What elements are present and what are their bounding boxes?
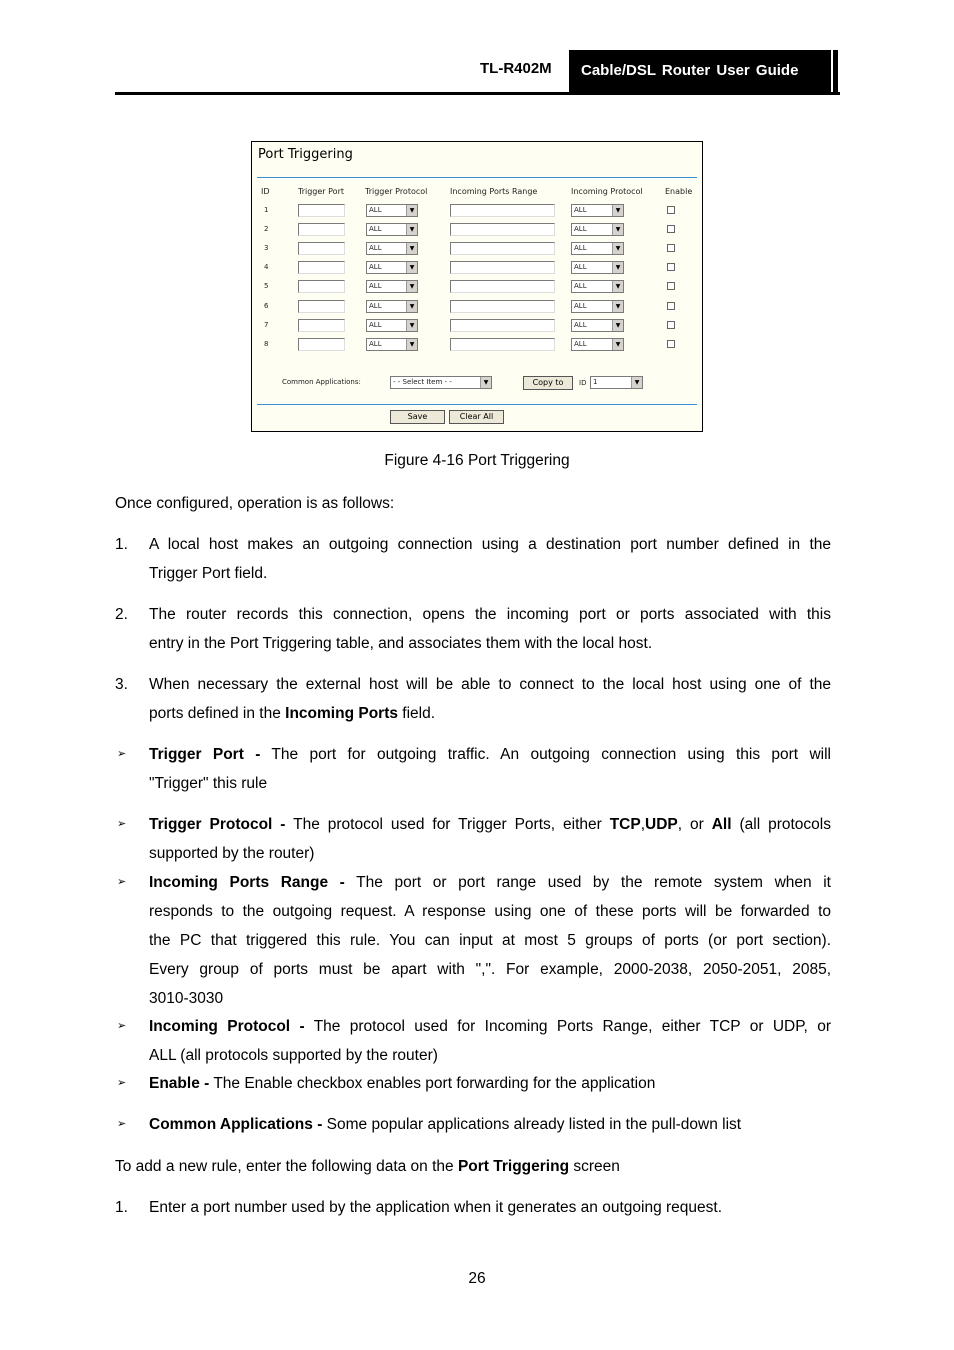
header-accent-bar [833,50,838,93]
step-number: 1. [115,1199,128,1216]
header-rule [115,92,840,95]
incoming-ports-range-input[interactable] [450,338,555,351]
trigger-port-input[interactable] [298,242,345,255]
chevron-down-icon: ▼ [631,377,642,388]
incoming-protocol-value: ALL [574,340,587,348]
trigger-protocol-select[interactable] [366,300,418,313]
incoming-protocol-select[interactable] [571,204,624,217]
incoming-ports-range-input[interactable] [450,319,555,332]
chevron-down-icon: ▼ [480,377,491,388]
chevron-down-icon: ▼ [612,243,623,254]
row-id: 3 [264,244,269,252]
step-line: Trigger Port field. [149,565,268,582]
bullet-desc: The Enable checkbox enables port forwarding for the application [209,1075,656,1092]
row-id: 6 [264,302,269,310]
trigger-protocol-value: ALL [369,225,382,233]
enable-checkbox[interactable] [667,244,675,252]
bullet-line: supported by the router) [149,845,315,862]
step-number: 2. [115,606,128,623]
step-text [149,530,831,588]
bullet-term: Enable - [149,1075,210,1092]
bullet-line: responds to the outgoing request. A response using one of these ports will be forwarded to [149,903,831,920]
col-header-enable: Enable [665,187,693,196]
trigger-protocol-value: ALL [369,282,382,290]
incoming-protocol-value: ALL [574,263,587,271]
clear-all-button[interactable]: Clear All [449,410,504,424]
bullet-line: ALL (all protocols supported by the router) [149,1047,438,1064]
incoming-protocol-value: ALL [574,321,587,329]
bullet-line: Every group of ports must be apart with ",". For example, 2000-2038, 2050-2051, 2085, [149,961,831,978]
trigger-protocol-value: ALL [369,244,382,252]
panel-bottom-rule [257,404,697,405]
incoming-ports-range-input[interactable] [450,242,555,255]
row-id: 8 [264,340,269,348]
bullet-incoming-protocol [149,1012,831,1070]
incoming-protocol-value: ALL [574,225,587,233]
step-text-part: ports defined in the [149,705,286,722]
trigger-protocol-select[interactable] [366,280,418,293]
bullet-arrow-icon: ➢ [117,876,127,888]
incoming-ports-range-input[interactable] [450,204,555,217]
page-number: 26 [468,1270,486,1287]
bullet-line [149,740,831,769]
header-model: TL-R402M [480,60,552,77]
trigger-protocol-select[interactable] [366,338,418,351]
port-triggering-term: Port Triggering [457,1158,570,1175]
row-id: 1 [264,206,269,214]
trigger-port-input[interactable] [298,338,345,351]
trigger-protocol-value: ALL [369,340,382,348]
bullet-arrow-icon: ➢ [117,1020,127,1032]
save-button[interactable]: Save [390,410,445,424]
bullet-line [149,810,831,839]
bullet-line: "Trigger" this rule [149,775,268,792]
trigger-protocol-select[interactable] [366,242,418,255]
bullet-trigger-port [149,740,831,798]
enable-checkbox[interactable] [667,225,675,233]
all-term: All [711,816,732,833]
bullet-term: Incoming Ports Range - [149,874,345,891]
id-label: ID [579,379,587,387]
incoming-protocol-select[interactable] [571,242,624,255]
trigger-port-input[interactable] [298,280,345,293]
final-step-text: Enter a port number used by the application when it generates an outgoing request. [149,1199,723,1216]
trigger-protocol-value: ALL [369,321,382,329]
common-apps-value: - - Select Item - - [393,378,452,386]
incoming-protocol-value: ALL [574,302,587,310]
step-text [149,670,831,728]
bullet-line: the PC that triggered this rule. You can input at most 5 groups of ports (or port section). [149,932,831,949]
bullet-desc: , or [677,816,712,833]
chevron-down-icon: ▼ [612,320,623,331]
bullet-desc: The protocol used for Incoming Ports Range, either TCP or UDP, or [304,1018,831,1035]
step-line: The router records this connection, opens the incoming port or ports associated with this [149,606,831,623]
row-id: 4 [264,263,269,271]
trigger-protocol-select[interactable] [366,319,418,332]
incoming-protocol-value: ALL [574,244,587,252]
figure-caption: Figure 4-16 Port Triggering [384,452,570,469]
enable-checkbox[interactable] [667,340,675,348]
row-id: 7 [264,321,269,329]
incoming-protocol-select[interactable] [571,261,624,274]
trigger-port-input[interactable] [298,261,345,274]
bullet-common-applications [149,1110,831,1139]
add-rule-part: To add a new rule, enter the following data on the [115,1158,458,1175]
header-guide-title: Cable/DSL Router User Guide [569,50,831,93]
bullet-arrow-icon: ➢ [117,1118,127,1130]
bullet-line [149,868,831,897]
trigger-port-input[interactable] [298,223,345,236]
col-header-incoming-protocol: Incoming Protocol [571,187,643,196]
incoming-protocol-select[interactable] [571,319,624,332]
copy-to-id-value: 1 [593,378,598,386]
bullet-desc: The port or port range used by the remote system when it [344,874,831,891]
chevron-down-icon: ▼ [406,320,417,331]
port-triggering-screenshot [251,141,703,432]
step-line: A local host makes an outgoing connection using a destination port number defined in the [149,536,831,553]
trigger-protocol-select[interactable] [366,261,418,274]
udp-term: UDP [645,816,678,833]
incoming-ports-range-input[interactable] [450,223,555,236]
tcp-term: TCP [609,816,641,833]
chevron-down-icon: ▼ [612,224,623,235]
incoming-protocol-value: ALL [574,282,587,290]
col-header-id: ID [261,187,270,196]
chevron-down-icon: ▼ [406,224,417,235]
bullet-desc: The port for outgoing traffic. An outgoing connection using this port will [260,746,831,763]
bullet-line: 3010-3030 [149,990,224,1007]
chevron-down-icon: ▼ [406,301,417,312]
add-rule-part: screen [569,1158,620,1175]
incoming-ports-term: Incoming Ports [285,705,398,722]
col-header-trigger-protocol: Trigger Protocol [365,187,428,196]
add-rule-text [115,1152,620,1181]
bullet-desc: (all protocols [731,816,831,833]
trigger-port-input[interactable] [298,300,345,313]
incoming-ports-range-input[interactable] [450,280,555,293]
chevron-down-icon: ▼ [406,339,417,350]
trigger-port-input[interactable] [298,319,345,332]
row-id: 2 [264,225,269,233]
bullet-desc: Some popular applications already listed in the pull-down list [322,1116,742,1133]
incoming-protocol-select[interactable] [571,223,624,236]
bullet-term: Incoming Protocol - [149,1018,305,1035]
bullet-trigger-protocol [149,810,831,868]
incoming-ports-range-input[interactable] [450,261,555,274]
step-number: 3. [115,676,128,693]
incoming-ports-range-input[interactable] [450,300,555,313]
chevron-down-icon: ▼ [612,281,623,292]
common-apps-select[interactable] [390,376,492,389]
step-number: 1. [115,536,128,553]
copy-to-id-select[interactable] [590,376,643,389]
panel-title: Port Triggering [258,147,353,162]
bullet-arrow-icon: ➢ [117,1077,127,1089]
chevron-down-icon: ▼ [406,281,417,292]
incoming-protocol-select[interactable] [571,338,624,351]
trigger-protocol-value: ALL [369,302,382,310]
incoming-protocol-select[interactable] [571,300,624,313]
step-text-part: field. [397,705,436,722]
bullet-arrow-icon: ➢ [117,818,127,830]
chevron-down-icon: ▼ [612,301,623,312]
trigger-port-input[interactable] [298,204,345,217]
bullet-term: Trigger Protocol - [149,816,286,833]
enable-checkbox[interactable] [667,206,675,214]
step-line: entry in the Port Triggering table, and associates them with the local host. [149,635,653,652]
bullet-line [149,1069,831,1098]
bullet-desc: , [640,816,646,833]
enable-checkbox[interactable] [667,282,675,290]
enable-checkbox[interactable] [667,321,675,329]
chevron-down-icon: ▼ [612,205,623,216]
row-id: 5 [264,282,269,290]
copy-to-button[interactable]: Copy to [523,376,573,390]
bullet-term: Trigger Port - [149,746,261,763]
bullet-incoming-ports-range [149,868,831,1013]
step-line: When necessary the external host will be able to connect to the local host using one of the [149,676,831,693]
bullet-enable [149,1069,831,1098]
bullet-line [149,1012,831,1041]
bullet-line [149,1110,831,1139]
trigger-protocol-select[interactable] [366,223,418,236]
chevron-down-icon: ▼ [406,262,417,273]
panel-top-rule [257,177,697,178]
chevron-down-icon: ▼ [612,339,623,350]
common-apps-label: Common Applications: [282,378,361,386]
intro-text: Once configured, operation is as follows: [115,495,395,512]
bullet-arrow-icon: ➢ [117,748,127,760]
incoming-protocol-value: ALL [574,206,587,214]
col-header-incoming-ports-range: Incoming Ports Range [450,187,538,196]
bullet-desc: The protocol used for Trigger Ports, either [285,816,610,833]
step-line [149,699,831,728]
chevron-down-icon: ▼ [612,262,623,273]
trigger-protocol-value: ALL [369,206,382,214]
chevron-down-icon: ▼ [406,243,417,254]
col-header-trigger-port: Trigger Port [298,187,344,196]
step-text [149,600,831,658]
enable-checkbox[interactable] [667,263,675,271]
trigger-protocol-value: ALL [369,263,382,271]
incoming-protocol-select[interactable] [571,280,624,293]
bullet-term: Common Applications - [149,1116,323,1133]
enable-checkbox[interactable] [667,302,675,310]
trigger-protocol-select[interactable] [366,204,418,217]
chevron-down-icon: ▼ [406,205,417,216]
